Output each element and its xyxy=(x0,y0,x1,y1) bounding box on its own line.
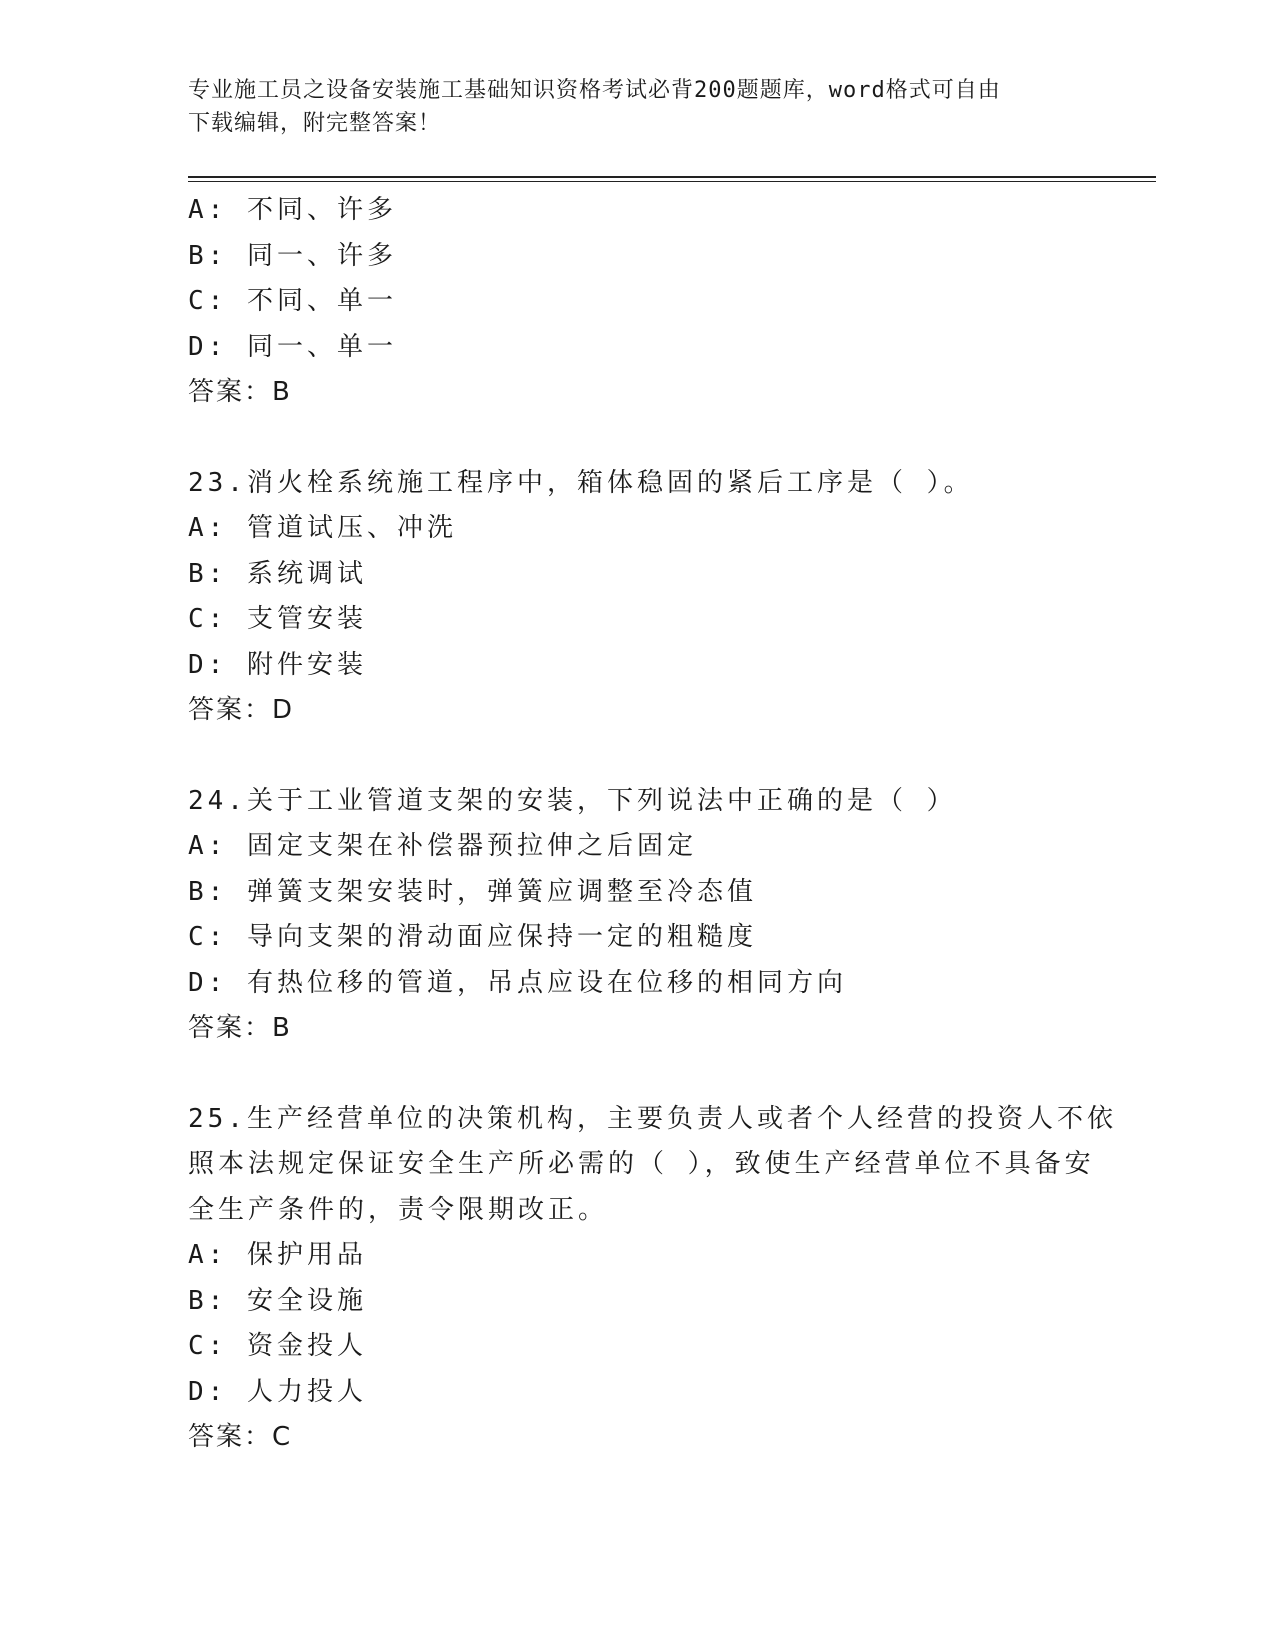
option-d: D: 有热位移的管道，吊点应设在位移的相同方向 xyxy=(188,967,847,998)
question-stem: 23.消火栓系统施工程序中，箱体稳固的紧后工序是（ ）。 xyxy=(188,467,974,498)
answer: 答案：C xyxy=(188,1422,293,1452)
option-c: C: 支管安装 xyxy=(188,604,367,634)
option-c: C: 资金投人 xyxy=(188,1331,367,1361)
option-a: A: 管道试压、冲洗 xyxy=(188,513,457,543)
option-c: C: 导向支架的滑动面应保持一定的粗糙度 xyxy=(188,922,757,952)
option-d: D: 附件安装 xyxy=(188,649,367,680)
answer: 答案：B xyxy=(188,1013,292,1043)
header-line-2: 下载编辑，附完整答案！ xyxy=(188,111,442,136)
option-a: A: 不同、许多 xyxy=(188,195,397,225)
option-b: B: 安全设施 xyxy=(188,1285,367,1316)
answer: 答案：B xyxy=(188,377,292,407)
option-d: D: 同一、单一 xyxy=(188,331,397,362)
option-a: A: 保护用品 xyxy=(188,1240,367,1270)
option-b: B: 同一、许多 xyxy=(188,240,397,271)
question-stem-line-3: 全生产条件的，责令限期改正。 xyxy=(188,1194,609,1225)
option-a: A: 固定支架在补偿器预拉伸之后固定 xyxy=(188,831,697,861)
header-divider-thin xyxy=(188,181,1156,182)
question-stem-line-2: 照本法规定保证安全生产所必需的（ ），致使生产经营单位不具备安 xyxy=(188,1149,1095,1179)
question-24 xyxy=(188,779,1088,1052)
header-line-1: 专业施工员之设备安装施工基础知识资格考试必背200题题库，word格式可自由 xyxy=(188,78,1001,103)
question-list xyxy=(188,188,1117,1461)
answer: 答案：D xyxy=(188,695,295,725)
option-d: D: 人力投人 xyxy=(188,1376,367,1407)
document-header xyxy=(188,74,1088,140)
header-divider-thick xyxy=(188,176,1156,178)
question-stem: 24.关于工业管道支架的安装，下列说法中正确的是（ ） xyxy=(188,785,957,816)
question-22 xyxy=(188,188,1088,416)
question-stem-line-1: 25.生产经营单位的决策机构，主要负责人或者个人经营的投资人不依 xyxy=(188,1103,1117,1134)
option-b: B: 系统调试 xyxy=(188,558,367,589)
question-23 xyxy=(188,461,1088,734)
question-25 xyxy=(188,1097,1117,1461)
option-b: B: 弹簧支架安装时，弹簧应调整至冷态值 xyxy=(188,876,757,907)
option-c: C: 不同、单一 xyxy=(188,286,397,316)
